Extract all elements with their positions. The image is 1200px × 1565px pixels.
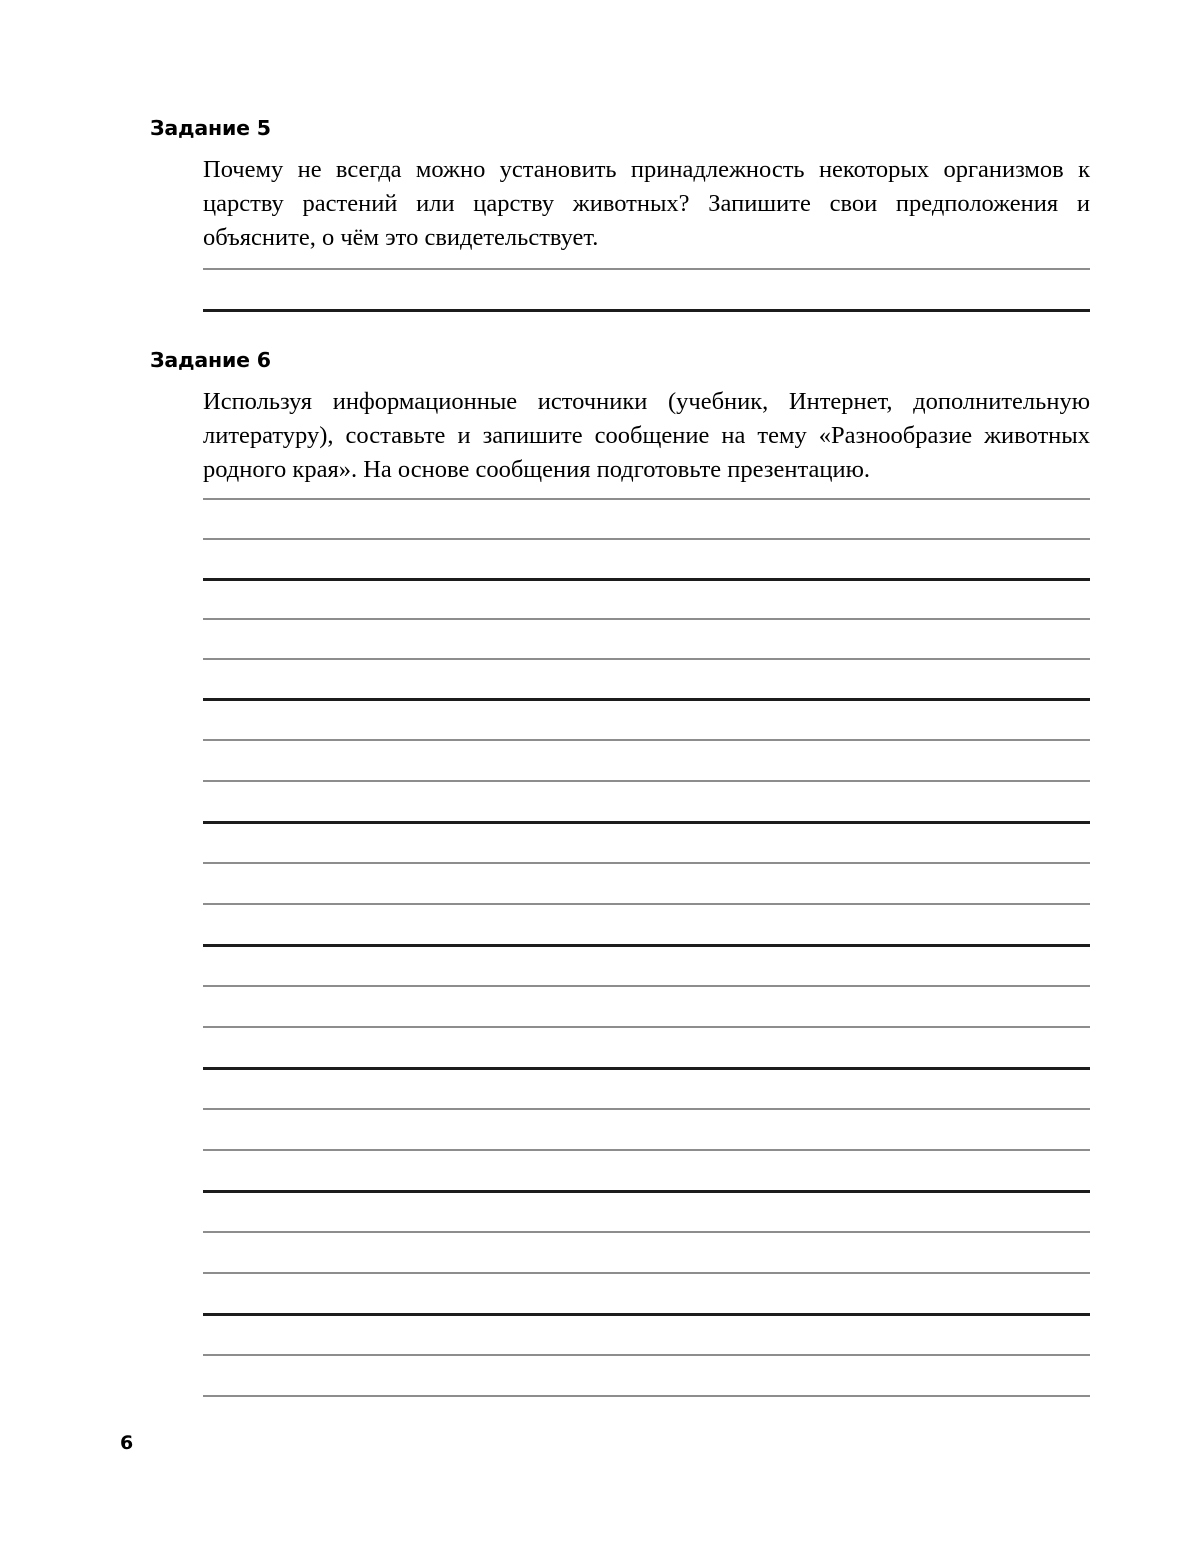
answer-rule-line[interactable] (203, 1149, 1090, 1151)
task-6-body-text: Используя информационные источники (учебник, Интернет, дополнительную литературу), составьте и запишите сообщение на тему «Разнообразие животных родного края». На основе сообщения подготовьте презентацию. (203, 387, 1090, 483)
answer-rule-line[interactable] (203, 903, 1090, 905)
answer-rule-line[interactable] (203, 1190, 1090, 1193)
answer-rule-line[interactable] (203, 1067, 1090, 1070)
task-block-6 (0, 350, 1200, 487)
answer-rule-line[interactable] (203, 1395, 1090, 1397)
answer-rule-line[interactable] (203, 1354, 1090, 1356)
answer-rule-line[interactable] (203, 268, 1090, 270)
answer-rule-line[interactable] (203, 309, 1090, 312)
answer-rule-line[interactable] (203, 944, 1090, 947)
answer-rule-line[interactable] (203, 1231, 1090, 1233)
answer-rule-line[interactable] (203, 578, 1090, 581)
answer-rule-line[interactable] (203, 618, 1090, 620)
page-number: 6 (120, 1432, 134, 1454)
answer-rule-line[interactable] (203, 538, 1090, 540)
answer-rule-line[interactable] (203, 739, 1090, 741)
answer-rule-line[interactable] (203, 780, 1090, 782)
answer-rule-line[interactable] (203, 1026, 1090, 1028)
answer-rule-line[interactable] (203, 985, 1090, 987)
task-5-heading: Задание 5 (150, 116, 271, 140)
task-6-heading: Задание 6 (150, 348, 271, 372)
answer-rule-line[interactable] (203, 821, 1090, 824)
task-5-body-text: Почему не всегда можно установить принадлежность некоторых организмов к царству растений или царству животных? Запишите свои предположения и объясните, о чём это свидетельствует. (203, 155, 1090, 251)
answer-rule-line[interactable] (203, 1313, 1090, 1316)
answer-rule-line[interactable] (203, 1272, 1090, 1274)
answer-rule-line[interactable] (203, 1108, 1090, 1110)
answer-rule-line[interactable] (203, 862, 1090, 864)
task-block-5 (0, 118, 1200, 255)
answer-rule-line[interactable] (203, 498, 1090, 500)
answer-rule-line[interactable] (203, 658, 1090, 660)
answer-rule-line[interactable] (203, 698, 1090, 701)
